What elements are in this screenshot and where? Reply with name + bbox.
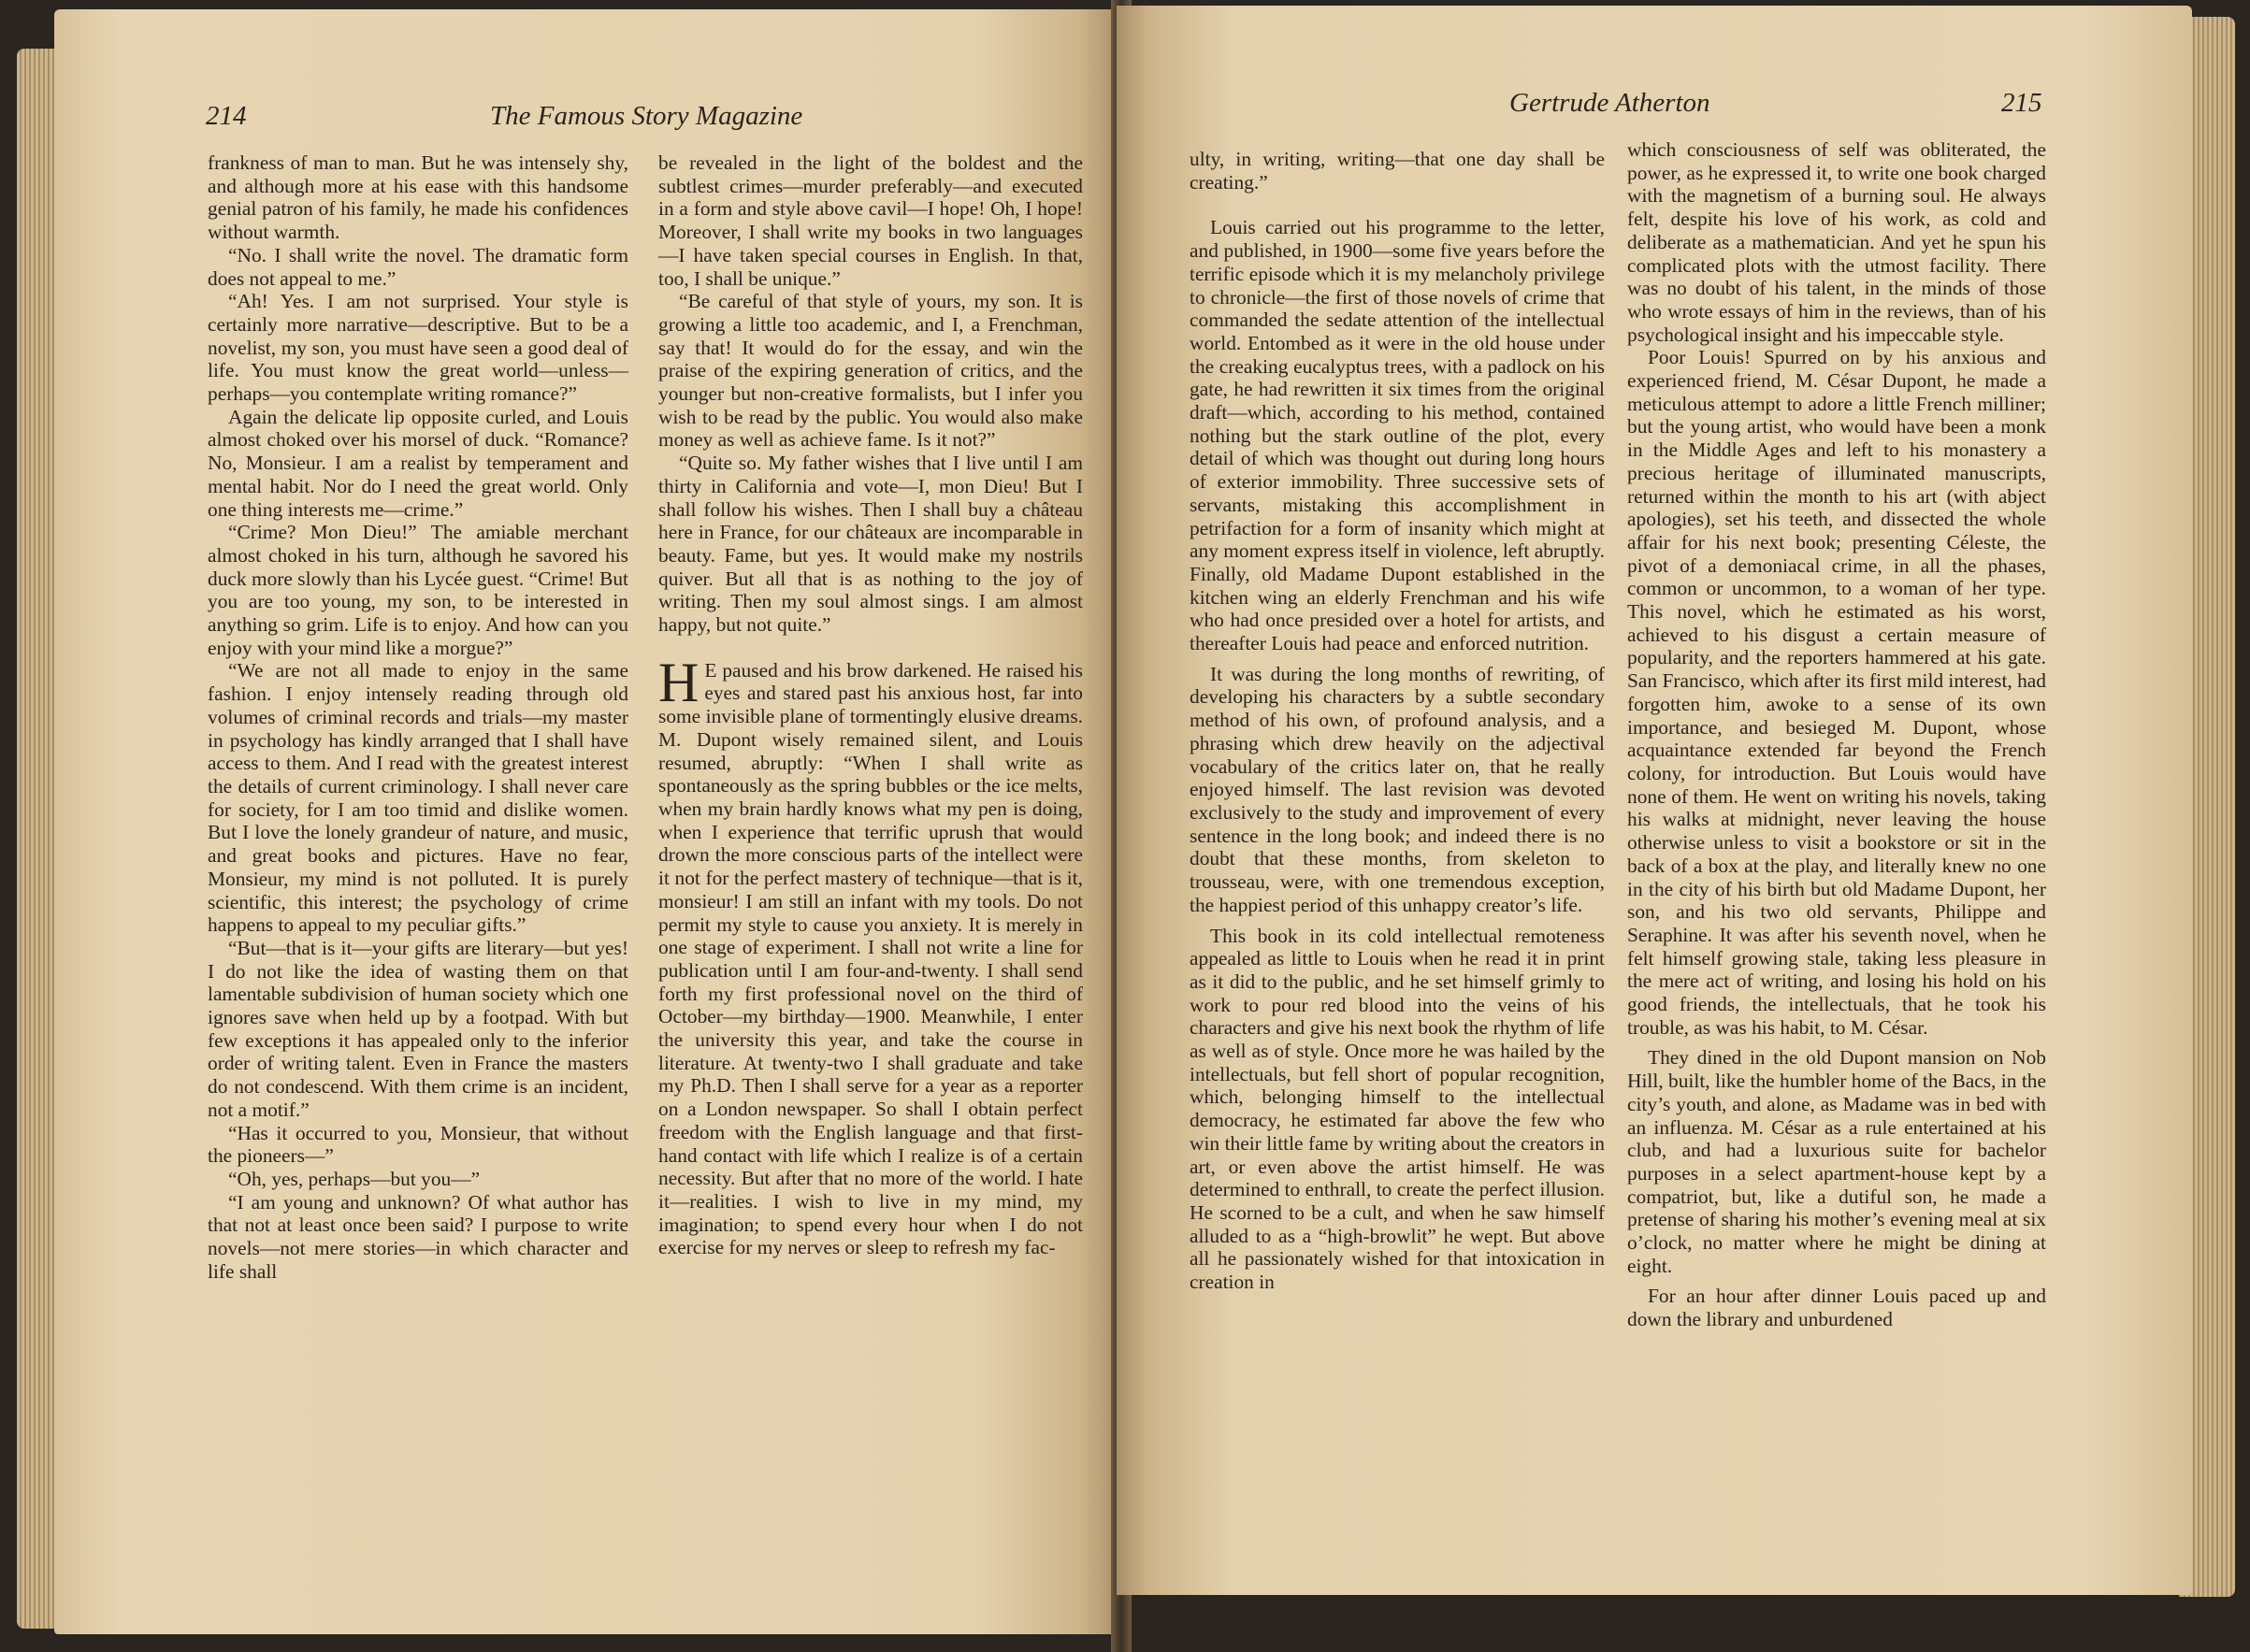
paragraph bbox=[1190, 663, 1605, 917]
paragraph-text: “But—that is it—your gifts are literary—but yes! I do not like the idea of wasting them on that lamentable subdivision of human society which one ignores save when held up by a footpad. With but few exceptions it has appealed only to the inferior order of writing talent. Even in France the masters do not condescend. With them crime is an incident, not a motif.” bbox=[208, 936, 628, 1121]
paragraph bbox=[208, 151, 628, 244]
paragraph bbox=[208, 521, 628, 659]
paragraph-text: “I am young and unknown? Of what author has that not at least once been said? I purpose to write novels—not mere stories—in which character and life shall bbox=[208, 1190, 628, 1283]
paragraph bbox=[658, 651, 1083, 1259]
paragraph-text: They dined in the old Dupont mansion on Nob Hill, built, like the humbler home of the Bacs, in the city’s youth, and alone, as Madame was in bed with an influenza. M. César as a rule entertained at his club, and had a luxurious suite for bachelor purposes in a select apartment-house kept by a compatriot, but, like a dutiful son, he made a pretense of sharing his mother’s evening meal at six o’clock, no matter where he might be dining at eight. bbox=[1627, 1046, 2046, 1277]
paragraph-text: “Be careful of that style of yours, my son. It is growing a little too academic, and I, a Frenchman, say that! It would do for the essay, and win the praise of the expiring generation of critics, and the younger but non-creative formalists, but I infer you wish to be read by the public. You would also make money as well as achieve fame. Is it not?” bbox=[658, 290, 1083, 452]
paragraph bbox=[208, 244, 628, 290]
paragraph-text: be revealed in the light of the boldest and the subtlest crimes—murder preferably—and executed in a form and style above cavil—I hope! Oh, I hope! Moreover, I shall write my books in two languages—I have taken special courses in English. In that, too, I shall be unique.” bbox=[658, 151, 1083, 290]
left-page bbox=[54, 9, 1122, 1634]
paragraph bbox=[1627, 346, 2046, 1039]
text-column-4 bbox=[1627, 138, 2046, 1331]
paragraph-text: “Ah! Yes. I am not surprised. Your style is certainly more narrative—descriptive. But to be a novelist, my son, you must have seen a good deal of life. You must know the great world—unless—perhaps—you contemplate writing romance?” bbox=[208, 290, 628, 406]
paragraph-text: “Quite so. My father wishes that I live until I am thirty in California and vote—I, mon Dieu! But I shall follow his wishes. Then I shall buy a château here in France, for our châteaux are incomparable in beauty. Fame, but yes. It would make my nostrils quiver. But all that is as nothing to the joy of writing. Then my soul almost sings. I am almost happy, but not quite.” bbox=[658, 452, 1083, 637]
paragraph bbox=[1190, 148, 1605, 194]
running-head: The Famous Story Magazine bbox=[490, 101, 803, 131]
paragraph-text: frankness of man to man. But he was intensely shy, and although more at his ease with this handsome genial patron of his family, he made his confidences without warmth. bbox=[208, 151, 628, 244]
paragraph-text: E paused and his brow darkened. He raised his eyes and stared past his anxious host, far into some invisible plane of tormentingly elusive dreams. M. Dupont wisely remained silent, and Louis resumed, abruptly: “When I shall write as spontaneously as the spring bubbles or the ice melts, when my brain hardly knows what my pen is doing, when I experience that terrific uprush that would drown the more conscious parts of the intellect were it not for the perfect mastery of technique—that is it, monsieur! I am still an infant with my tools. Do not permit my style to cause you anxiety. It is merely in one stage of experiment. I shall not write a line for publication until I am four-and-twenty. I shall send forth my first professional novel on the third of October—my birthday—1900. Meanwhile, I enter the university this year, and take the course in literature. At twenty-two I shall graduate and take my Ph.D. Then I shall serve for a year as a reporter on a London newspaper. So shall I obtain perfect freedom with the English language and that first-hand contact with life which I realize is of a certain necessity. But after that no more of the world. I hate it—realities. I wish to live in my mind, my imagination; to spend every hour when I do not exercise for my nerves or sleep to refresh my fac- bbox=[658, 658, 1083, 1259]
paragraph bbox=[1627, 1046, 2046, 1277]
text-column-1 bbox=[208, 151, 628, 1283]
paragraph-text: “No. I shall write the novel. The dramatic form does not appeal to me.” bbox=[208, 243, 628, 290]
text-column-3 bbox=[1190, 148, 1605, 1294]
paragraph-text: For an hour after dinner Louis paced up and down the library and unburdened bbox=[1627, 1285, 2046, 1331]
paragraph bbox=[208, 659, 628, 936]
paragraph bbox=[208, 290, 628, 406]
paragraph bbox=[208, 937, 628, 1122]
paragraph-text: It was during the long months of rewriting, of developing his characters by a subtle secondary method of his own, of profound analysis, and a phrasing which drew heavily on the adjectival vocabulary of the critics later on, that he really enjoyed himself. The last revision was devoted exclusively to the study and improvement of every sentence in the long book; and indeed there is no doubt that these months, from skeleton to trousseau, were, with one tremendous exception, the happiest period of this unhappy creator’s life. bbox=[1190, 662, 1605, 916]
paragraph-text: Poor Louis! Spurred on by his anxious and experienced friend, M. César Dupont, he made a meticulous attempt to adore a little French milliner; but the young artist, who would have been a monk in the Middle Ages and left to his monastery a precious heritage of illuminated manuscripts, returned within the month to his art (with abject apologies), set his teeth, and dissected the whole affair for his next book; presenting Céleste, the pivot of a demoniacal crime, in all the phases, common or uncommon, to a woman of her type. This novel, which he estimated as his worst, achieved to his disgust a certain measure of popularity, and the reporters hammered at his gate. San Francisco, which after its first mild interest, had forgotten him, awoke to a sense of its own importance, and besieged M. Dupont, whose acquaintance extended far beyond the French colony, for introduction. But Louis would have none of them. He went on writing his novels, taking his walks at midnight, never leaving the house otherwise unless to visit a bookstore or sit in the back of a box at the play, and literally knew no one in the city of his birth but old Madame Dupont, her son, and his two old servants, Philippe and Seraphine. It was after his seventh novel, when he felt himself growing stale, taking less pleasure in the mere act of writing, and losing his hold on his good friends, the intellectuals, that he took his trouble, as was his habit, to M. César. bbox=[1627, 346, 2046, 1039]
paragraph bbox=[658, 290, 1083, 452]
page-number: 215 bbox=[2001, 88, 2042, 118]
paragraph bbox=[658, 452, 1083, 637]
paragraph bbox=[1627, 138, 2046, 346]
paragraph-text: “We are not all made to enjoy in the same fashion. I enjoy intensely reading through old volumes of criminal records and trials—my master in psychology has kindly arranged that I shall have access to them. And I read with the greatest interest the details of current criminology. I shall never care for society, for I am too timid and dislike women. But I love the lonely grandeur of nature, and music, and great books and pictures. Have no fear, Monsieur, my mind is not polluted. It is purely scientific, this interest; the psychology of crime happens to appeal to my peculiar gifts.” bbox=[208, 659, 628, 937]
paragraph bbox=[658, 151, 1083, 290]
paragraph-text: “Oh, yes, perhaps—but you—” bbox=[228, 1167, 481, 1190]
text-column-2 bbox=[658, 151, 1083, 1259]
paragraph-text: “Has it occurred to you, Monsieur, that without the pioneers—” bbox=[208, 1121, 628, 1168]
paragraph bbox=[1627, 1285, 2046, 1330]
paragraph bbox=[1190, 216, 1605, 654]
paragraph-text: This book in its cold intellectual remoteness appealed as little to Louis when he read it in print as it did to the public, and he set himself grimly to work to pour red blood into the veins of his characters and give his next book the rhythm of life as well as of style. Once more he was hailed by the intellectuals, but fell short of popular recognition, which, belonging himself to the intellectual democracy, he estimated far above the few who win their little fame by writing about the creators in art, or even above the artist himself. He was determined to enthrall, to create the perfect illusion. He scorned to be a cult, and when he saw himself alluded to as a “high-browlit” he wept. But above all he passionately wished for that intoxication in creation in bbox=[1190, 924, 1605, 1294]
paragraph bbox=[1190, 925, 1605, 1294]
running-head: Gertrude Atherton bbox=[1509, 88, 1710, 118]
drop-cap: H bbox=[658, 651, 700, 713]
paragraph bbox=[208, 406, 628, 522]
paragraph-text: Again the delicate lip opposite curled, and Louis almost choked over his morsel of duck. “Romance? No, Monsieur. I am a realist by temperament and mental habit. Nor do I need the great world. Only one thing interests me—crime.” bbox=[208, 405, 628, 521]
paragraph-text: ulty, in writing, writing—that one day shall be creating.” bbox=[1190, 148, 1605, 194]
paragraph bbox=[208, 1122, 628, 1168]
paragraph bbox=[208, 1168, 628, 1191]
paragraph-text: Louis carried out his programme to the letter, and published, in 1900—some five years before the terrific episode which it is my melancholy privilege to chronicle—the first of those novels of crime that commanded the sedate attention of the intellectual world. Entombed as it were in the old house under the creaking eucalyptus trees, with a padlock on his gate, he had rewritten it six times from the original draft—which, according to his method, contained nothing but the stark outline of the plot, every detail of which was thought out during long hours of exterior immobility. Three successive sets of servants, mistaking this accomplishment in petrifaction for a form of insanity which might at any moment express itself in violence, left abruptly. Finally, old Madame Dupont established in the kitchen wing an elderly Frenchman and his wife who had once presided over a hotel for artists, and thereafter Louis had peace and enforced nutrition. bbox=[1190, 216, 1605, 655]
right-page bbox=[1117, 6, 2192, 1595]
paragraph-text: “Crime? Mon Dieu!” The amiable merchant almost choked in his turn, although he savored his duck more slowly than his Lycée guest. “Crime! But you are too young, my son, to be interested in anything so grim. Life is to enjoy. And how can you enjoy with your mind like a morgue?” bbox=[208, 521, 628, 659]
paragraph-text: which consciousness of self was obliterated, the power, as he expressed it, to write one book charged with the magnetism of a burning soul. He always felt, despite his love of his work, as cold and deliberate as a mathematician. And yet he spun his complicated plots with the utmost facility. There was no doubt of his talent, in the minds of those who wrote essays of him in the reviews, than of his psychological insight and his impeccable style. bbox=[1627, 138, 2046, 346]
page-number: 214 bbox=[206, 101, 247, 131]
paragraph bbox=[208, 1191, 628, 1284]
